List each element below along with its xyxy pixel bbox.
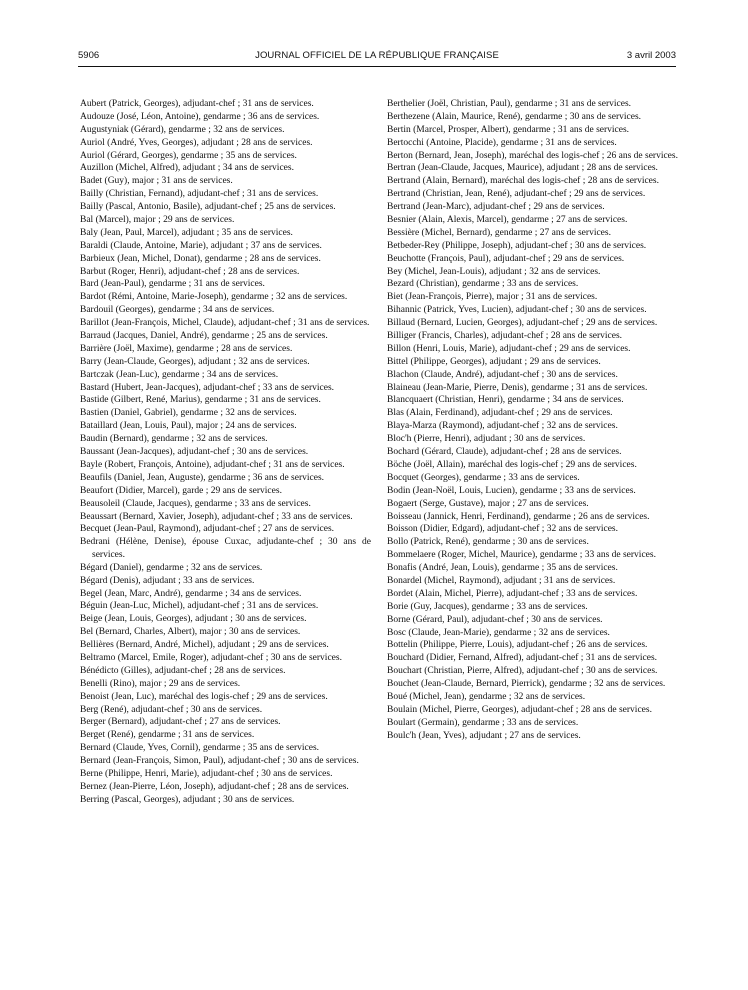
list-entry: Bodin (Jean-Noël, Louis, Lucien), gendarme ; 33 ans de services. bbox=[387, 485, 636, 496]
list-entry: Begel (Jean, Marc, André), gendarme ; 34 ans de services. bbox=[80, 588, 302, 599]
list-entry: Bard (Jean-Paul), gendarme ; 31 ans de services. bbox=[80, 279, 265, 290]
list-entry: Barraud (Jacques, Daniel, André), gendarme ; 25 ans de services. bbox=[80, 331, 328, 342]
list-entry: Bloc'h (Pierre, Henri), adjudant ; 30 ans de services. bbox=[387, 434, 586, 445]
list-entry: Beuchotte (François, Paul), adjudant-chef ; 29 ans de services. bbox=[387, 253, 625, 264]
list-entry: Besnier (Alain, Alexis, Marcel), gendarme ; 27 ans de services. bbox=[387, 215, 628, 226]
list-entry: Bertrand (Christian, Jean, René), adjudant-chef ; 29 ans de services. bbox=[387, 189, 646, 200]
list-entry: Bastard (Hubert, Jean-Jacques), adjudant-chef ; 33 ans de services. bbox=[80, 382, 335, 393]
list-entry: Badet (Guy), major ; 31 ans de services. bbox=[80, 176, 233, 187]
list-entry: Boulart (Germain), gendarme ; 33 ans de services. bbox=[387, 717, 579, 728]
list-entry: Bayle (Robert, François, Antoine), adjudant-chef ; 31 ans de services. bbox=[80, 459, 345, 470]
list-entry: Bénédicto (Gilles), adjudant-chef ; 28 ans de services. bbox=[80, 665, 286, 676]
list-entry: Boulain (Michel, Pierre, Georges), adjudant-chef ; 28 ans de services. bbox=[387, 704, 652, 715]
list-entry: Bernard (Claude, Yves, Cornil), gendarme ; 35 ans de services. bbox=[80, 743, 320, 754]
list-entry: Barrière (Joël, Maxime), gendarme ; 28 ans de services. bbox=[80, 343, 293, 354]
list-entry: Blaineau (Jean-Marie, Pierre, Denis), gendarme ; 31 ans de services. bbox=[387, 382, 648, 393]
list-entry: Bedrani (Hélène, Denise), épouse Cuxac, adjudante-chef ; 30 ans de services. bbox=[80, 537, 371, 560]
list-entry: Böche (Joël, Allain), maréchal des logis-chef ; 29 ans de services. bbox=[387, 459, 637, 470]
list-entry: Beaufils (Daniel, Jean, Auguste), gendarme ; 36 ans de services. bbox=[80, 472, 325, 483]
list-entry: Beausoleil (Claude, Jacques), gendarme ; 33 ans de services. bbox=[80, 498, 311, 509]
list-entry: Berger (Bernard), adjudant-chef ; 27 ans de services. bbox=[80, 717, 281, 728]
list-entry: Bonardel (Michel, Raymond), adjudant ; 31 ans de services. bbox=[387, 575, 616, 586]
list-entry: Boulc'h (Jean, Yves), adjudant ; 27 ans de services. bbox=[387, 730, 581, 741]
list-entry: Boisson (Didier, Edgard), adjudant-chef ; 32 ans de services. bbox=[387, 524, 618, 535]
list-entry: Bel (Bernard, Charles, Albert), major ; 30 ans de services. bbox=[80, 627, 301, 638]
list-entry: Billaud (Bernard, Lucien, Georges), adjudant-chef ; 29 ans de services. bbox=[387, 318, 658, 329]
header-rule bbox=[78, 66, 676, 67]
list-entry: Bogaert (Serge, Gustave), major ; 27 ans de services. bbox=[387, 498, 589, 509]
list-entry: Bailly (Pascal, Antonio, Basile), adjudant-chef ; 25 ans de services. bbox=[80, 202, 336, 213]
list-entry: Blachon (Claude, André), adjudant-chef ; 30 ans de services. bbox=[387, 369, 618, 380]
list-entry: Bosc (Claude, Jean-Marie), gendarme ; 32 ans de services. bbox=[387, 627, 610, 638]
list-entry: Bochard (Gérard, Claude), adjudant-chef ; 28 ans de services. bbox=[387, 447, 622, 458]
list-entry: Bastide (Gilbert, René, Marius), gendarme ; 31 ans de services. bbox=[80, 395, 321, 406]
list-entry: Barbut (Roger, Henri), adjudant-chef ; 28 ans de services. bbox=[80, 266, 300, 277]
page-number: 5906 bbox=[78, 50, 100, 61]
list-entry: Bollo (Patrick, René), gendarme ; 30 ans de services. bbox=[387, 537, 589, 548]
right-column bbox=[387, 98, 678, 743]
list-entry: Berthezene (Alain, Maurice, René), gendarme ; 30 ans de services. bbox=[387, 111, 642, 122]
list-entry: Baussant (Jean-Jacques), adjudant-chef ; 30 ans de services. bbox=[80, 447, 309, 458]
list-entry: Bertrand (Alain, Bernard), maréchal des logis-chef ; 28 ans de services. bbox=[387, 176, 659, 187]
left-column bbox=[80, 98, 371, 807]
list-entry: Baly (Jean, Paul, Marcel), adjudant ; 35 ans de services. bbox=[80, 227, 293, 238]
list-entry: Bégard (Daniel), gendarme ; 32 ans de services. bbox=[80, 562, 263, 573]
list-entry: Baraldi (Claude, Antoine, Marie), adjudant ; 37 ans de services. bbox=[80, 240, 322, 251]
list-entry: Barillot (Jean-François, Michel, Claude), adjudant-chef ; 31 ans de services. bbox=[80, 318, 370, 329]
list-entry: Benoist (Jean, Luc), maréchal des logis-chef ; 29 ans de services. bbox=[80, 691, 328, 702]
list-entry: Becquet (Jean-Paul, Raymond), adjudant-chef ; 27 ans de services. bbox=[80, 524, 335, 535]
list-entry: Augustyniak (Gérard), gendarme ; 32 ans de services. bbox=[80, 124, 285, 135]
list-entry: Auriol (Gérard, Georges), gendarme ; 35 ans de services. bbox=[80, 150, 297, 161]
list-entry: Boisseau (Jannick, Henri, Ferdinand), gendarme ; 26 ans de services. bbox=[387, 511, 650, 522]
list-entry: Bernez (Jean-Pierre, Léon, Joseph), adjudant-chef ; 28 ans de services. bbox=[80, 781, 349, 792]
list-entry: Bardouil (Georges), gendarme ; 34 ans de services. bbox=[80, 305, 275, 316]
list-entry: Beaufort (Didier, Marcel), garde ; 29 ans de services. bbox=[80, 485, 282, 496]
list-entry: Bailly (Christian, Fernand), adjudant-chef ; 31 ans de services. bbox=[80, 189, 319, 200]
list-entry: Bottelin (Philippe, Pierre, Louis), adjudant-chef ; 26 ans de services. bbox=[387, 640, 648, 651]
list-entry: Beige (Jean, Louis, Georges), adjudant ; 30 ans de services. bbox=[80, 614, 307, 625]
list-entry: Bouchard (Didier, Fernand, Alfred), adjudant-chef ; 31 ans de services. bbox=[387, 653, 658, 664]
list-entry: Bessière (Michel, Bernard), gendarme ; 27 ans de services. bbox=[387, 227, 611, 238]
list-entry: Béguin (Jean-Luc, Michel), adjudant-chef ; 31 ans de services. bbox=[80, 601, 319, 612]
list-entry: Blancquaert (Christian, Henri), gendarme ; 34 ans de services. bbox=[387, 395, 624, 406]
list-entry: Billon (Henri, Louis, Marie), adjudant-chef ; 29 ans de services. bbox=[387, 343, 631, 354]
list-entry: Bertocchi (Antoine, Placide), gendarme ; 31 ans de services. bbox=[387, 137, 617, 148]
list-entry: Audouze (José, Léon, Antoine), gendarme ; 36 ans de services. bbox=[80, 111, 320, 122]
list-entry: Bastien (Daniel, Gabriel), gendarme ; 32 ans de services. bbox=[80, 408, 297, 419]
list-entry: Bernard (Jean-François, Simon, Paul), adjudant-chef ; 30 ans de services. bbox=[80, 756, 359, 767]
list-entry: Aubert (Patrick, Georges), adjudant-chef ; 31 ans de services. bbox=[80, 99, 314, 109]
list-entry: Bertrand (Jean-Marc), adjudant-chef ; 29 ans de services. bbox=[387, 202, 605, 213]
list-entry: Beaussart (Bernard, Xavier, Joseph), adjudant-chef ; 33 ans de services. bbox=[80, 511, 353, 522]
list-entry: Berring (Pascal, Georges), adjudant ; 30 ans de services. bbox=[80, 794, 295, 805]
list-entry: Bartczak (Jean-Luc), gendarme ; 34 ans de services. bbox=[80, 369, 279, 380]
list-entry: Bégard (Denis), adjudant ; 33 ans de services. bbox=[80, 575, 255, 586]
list-entry: Auzillon (Michel, Alfred), adjudant ; 34 ans de services. bbox=[80, 163, 294, 174]
list-entry: Bonafis (André, Jean, Louis), gendarme ; 35 ans de services. bbox=[387, 563, 618, 574]
list-entry: Bal (Marcel), major ; 29 ans de services. bbox=[80, 215, 235, 226]
list-entry: Berne (Philippe, Henri, Marie), adjudant-chef ; 30 ans de services. bbox=[80, 769, 333, 780]
list-entry: Bezard (Christian), gendarme ; 33 ans de services. bbox=[387, 279, 579, 290]
list-entry: Baudin (Bernard), gendarme ; 32 ans de services. bbox=[80, 434, 268, 445]
list-entry: Berg (René), adjudant-chef ; 30 ans de services. bbox=[80, 704, 263, 715]
list-entry: Berton (Bernard, Jean, Joseph), maréchal des logis-chef ; 26 ans de services. bbox=[387, 150, 678, 161]
list-entry: Barbieux (Jean, Michel, Donat), gendarme ; 28 ans de services. bbox=[80, 253, 321, 264]
list-entry: Bittel (Philippe, Georges), adjudant ; 29 ans de services. bbox=[387, 356, 601, 367]
page-header bbox=[78, 50, 676, 62]
list-entry: Berget (René), gendarme ; 31 ans de services. bbox=[80, 730, 255, 741]
list-entry: Boué (Michel, Jean), gendarme ; 32 ans de services. bbox=[387, 691, 586, 702]
list-entry: Bertran (Jean-Claude, Jacques, Maurice), adjudant ; 28 ans de services. bbox=[387, 163, 658, 174]
list-entry: Bardot (Rémi, Antoine, Marie-Joseph), gendarme ; 32 ans de services. bbox=[80, 292, 348, 303]
list-entry: Blaya-Marza (Raymond), adjudant-chef ; 32 ans de services. bbox=[387, 421, 618, 432]
list-entry: Betbeder-Rey (Philippe, Joseph), adjudant-chef ; 30 ans de services. bbox=[387, 240, 647, 251]
list-entry: Bommelaere (Roger, Michel, Maurice), gendarme ; 33 ans de services. bbox=[387, 550, 656, 561]
list-entry: Bataillard (Jean, Louis, Paul), major ; 24 ans de services. bbox=[80, 421, 297, 432]
list-entry: Bouchet (Jean-Claude, Bernard, Pierrick), gendarme ; 32 ans de services. bbox=[387, 679, 666, 690]
list-entry: Blas (Alain, Ferdinand), adjudant-chef ; 29 ans de services. bbox=[387, 408, 613, 419]
list-entry: Borie (Guy, Jacques), gendarme ; 33 ans de services. bbox=[387, 601, 588, 612]
list-entry: Benelli (Rino), major ; 29 ans de services. bbox=[80, 678, 241, 689]
list-entry: Berthelier (Joël, Christian, Paul), gendarme ; 31 ans de services. bbox=[387, 99, 632, 109]
list-entry: Barry (Jean-Claude, Georges), adjudant ; 32 ans de services. bbox=[80, 356, 310, 367]
journal-title: JOURNAL OFFICIEL DE LA RÉPUBLIQUE FRANÇAISE bbox=[255, 50, 499, 61]
list-entry: Bordet (Alain, Michel, Pierre), adjudant-chef ; 33 ans de services. bbox=[387, 588, 638, 599]
list-entry: Beltramo (Marcel, Emile, Roger), adjudant-chef ; 30 ans de services. bbox=[80, 653, 342, 663]
list-entry: Bihannic (Patrick, Yves, Lucien), adjudant-chef ; 30 ans de services. bbox=[387, 305, 647, 316]
list-entry: Borne (Gérard, Paul), adjudant-chef ; 30 ans de services. bbox=[387, 614, 603, 625]
list-entry: Bouchart (Christian, Pierre, Alfred), adjudant-chef ; 30 ans de services. bbox=[387, 666, 658, 677]
list-entry: Bocquet (Georges), gendarme ; 33 ans de services. bbox=[387, 472, 580, 483]
list-entry: Biet (Jean-François, Pierre), major ; 31 ans de services. bbox=[387, 292, 598, 303]
list-entry: Bey (Michel, Jean-Louis), adjudant ; 32 ans de services. bbox=[387, 266, 601, 277]
publication-date: 3 avril 2003 bbox=[626, 50, 676, 61]
list-entry: Bertin (Marcel, Prosper, Albert), gendarme ; 31 ans de services. bbox=[387, 124, 630, 135]
list-entry: Bellières (Bernard, André, Michel), adjudant ; 29 ans de services. bbox=[80, 640, 329, 651]
list-entry: Auriol (André, Yves, Georges), adjudant ; 28 ans de services. bbox=[80, 137, 313, 148]
list-entry: Billiger (Francis, Charles), adjudant-chef ; 28 ans de services. bbox=[387, 331, 623, 342]
